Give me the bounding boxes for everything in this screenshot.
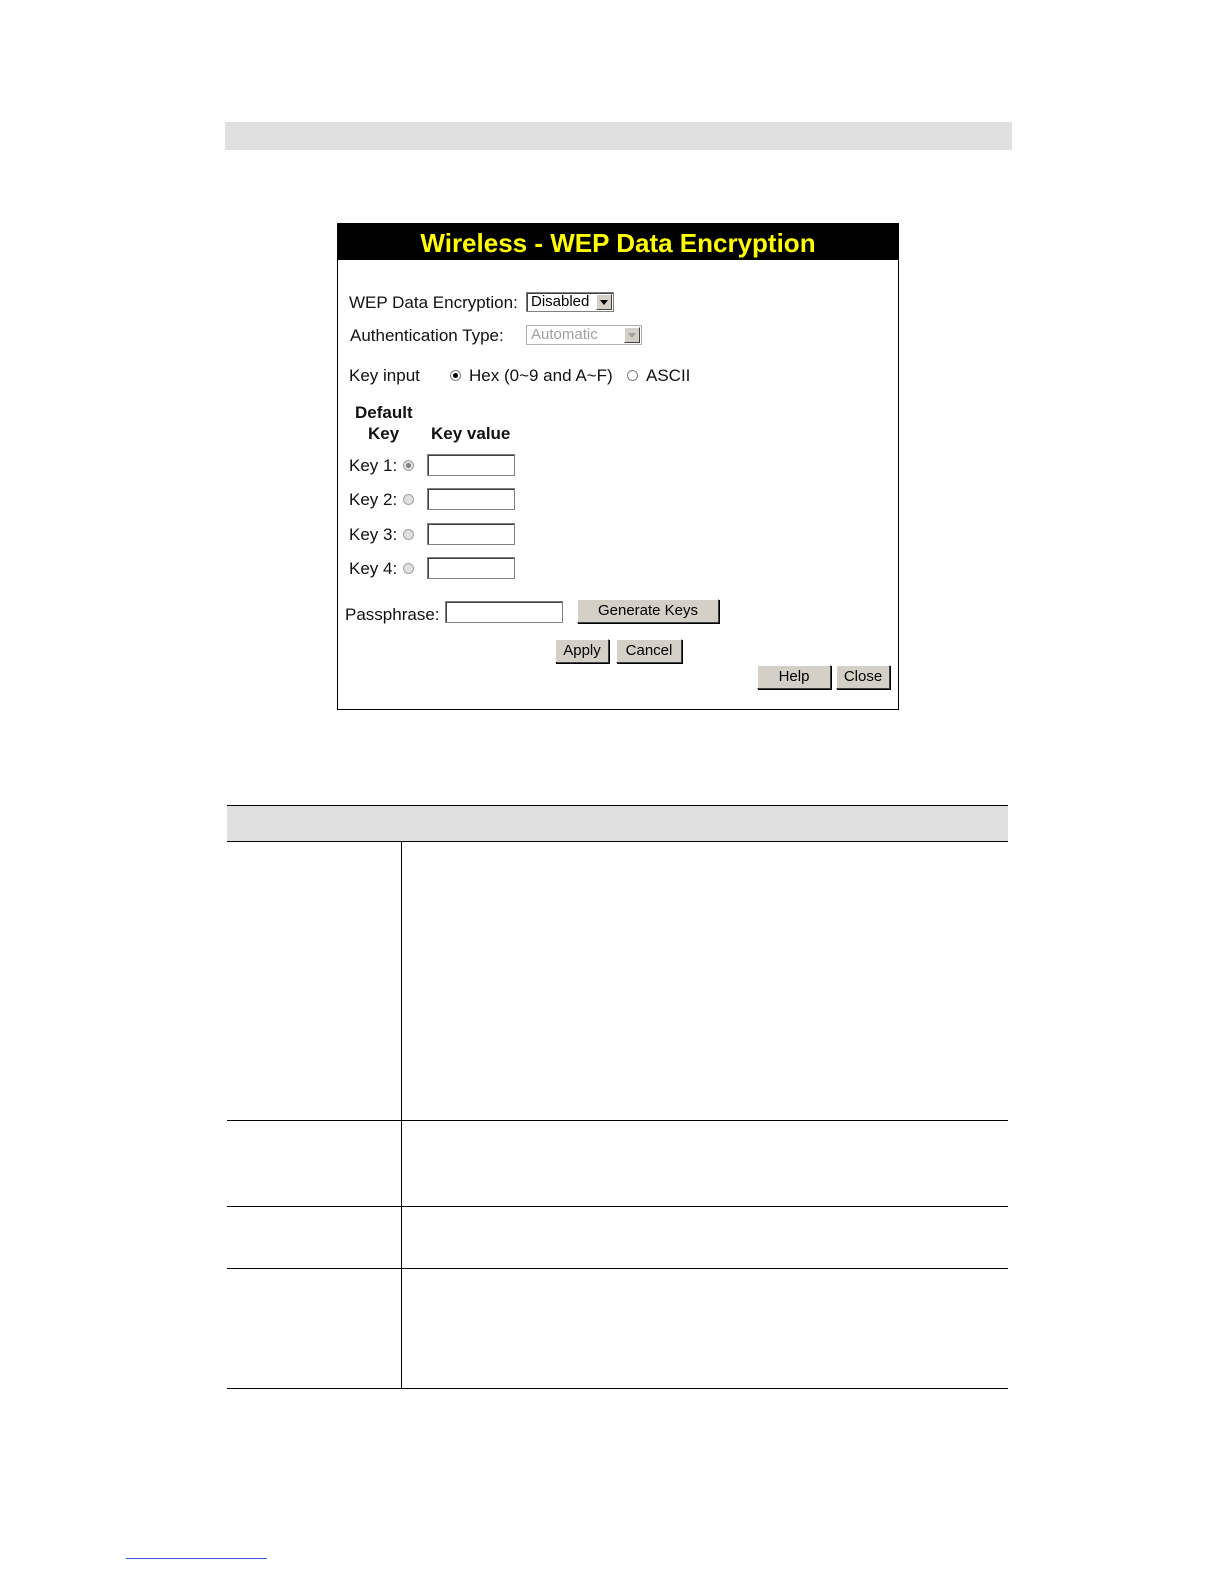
ascii-label: ASCII xyxy=(646,366,691,385)
dialog-title: Wireless - WEP Data Encryption xyxy=(338,224,898,260)
default-key-header-line1: Default xyxy=(355,403,413,422)
table-row xyxy=(227,1269,1008,1389)
reference-table xyxy=(227,805,1008,1388)
column-divider xyxy=(401,1207,402,1268)
key-1-default-radio[interactable] xyxy=(403,460,414,471)
table-row xyxy=(227,842,1008,1121)
default-key-header-line2: Key xyxy=(368,424,400,443)
chevron-down-icon xyxy=(624,327,640,343)
cancel-button[interactable]: Cancel xyxy=(616,639,682,663)
ascii-radio[interactable] xyxy=(627,370,638,381)
key-value-header: Key value xyxy=(431,424,511,443)
key-3-input[interactable] xyxy=(427,523,515,545)
key-1-input[interactable] xyxy=(427,454,515,476)
footnote-rule xyxy=(126,1558,267,1559)
reference-table-header xyxy=(227,805,1008,842)
wep-encryption-value: Disabled xyxy=(531,293,590,310)
passphrase-input[interactable] xyxy=(445,601,563,623)
key-3-default-radio[interactable] xyxy=(403,529,414,540)
close-button[interactable]: Close xyxy=(836,665,890,689)
column-divider xyxy=(401,1269,402,1388)
wep-encryption-dialog xyxy=(337,223,899,710)
table-row xyxy=(227,1121,1008,1207)
key-2-label: Key 2: xyxy=(349,490,398,509)
apply-button[interactable]: Apply xyxy=(555,639,609,663)
column-divider xyxy=(401,842,402,1120)
wep-encryption-label: WEP Data Encryption: xyxy=(349,293,518,312)
key-input-label: Key input xyxy=(349,366,420,385)
key-4-input[interactable] xyxy=(427,557,515,579)
chevron-down-icon[interactable] xyxy=(596,294,612,310)
auth-type-value: Automatic xyxy=(531,326,598,343)
passphrase-label: Passphrase: xyxy=(345,605,440,624)
key-3-label: Key 3: xyxy=(349,525,398,544)
key-1-label: Key 1: xyxy=(349,456,398,475)
hex-radio[interactable] xyxy=(450,370,461,381)
section-header-bar xyxy=(225,122,1012,150)
key-2-default-radio[interactable] xyxy=(403,494,414,505)
auth-type-label: Authentication Type: xyxy=(350,326,504,345)
auth-type-select xyxy=(526,325,642,345)
wep-encryption-select[interactable] xyxy=(526,292,614,312)
key-4-label: Key 4: xyxy=(349,559,398,578)
table-row xyxy=(227,1207,1008,1269)
help-button[interactable]: Help xyxy=(757,665,831,689)
key-4-default-radio[interactable] xyxy=(403,563,414,574)
key-2-input[interactable] xyxy=(427,488,515,510)
generate-keys-button[interactable]: Generate Keys xyxy=(577,599,719,623)
hex-label: Hex (0~9 and A~F) xyxy=(469,366,613,385)
column-divider xyxy=(401,1121,402,1206)
